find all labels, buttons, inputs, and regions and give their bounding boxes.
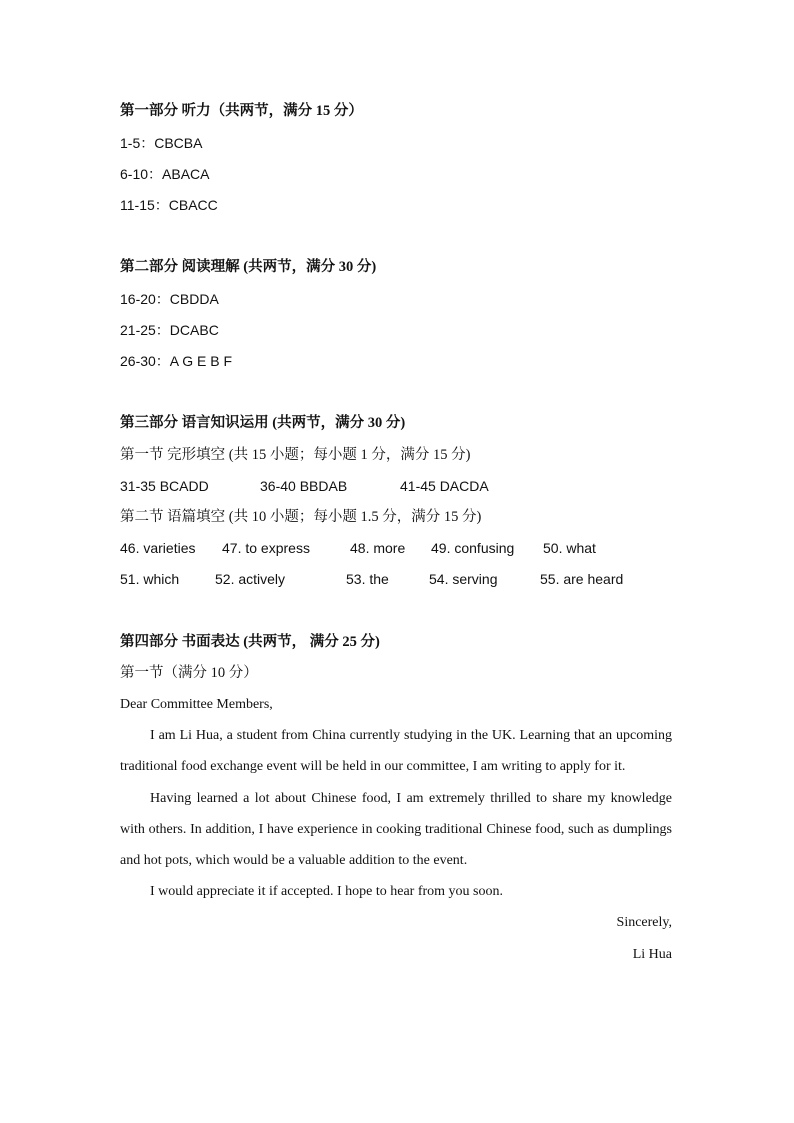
fill-answer-51: 51. which <box>120 571 180 587</box>
part3-heading: 第三部分 语言知识运用 (共两节，满分 30 分) <box>120 415 406 431</box>
fill-answer-54: 54. serving <box>429 571 498 587</box>
cloze-answer-2: 36-40 BBDAB <box>260 478 348 494</box>
fill-answer-48: 48. more <box>350 540 406 556</box>
fill-section-title: 第二节 语篇填空 (共 10 小题；每小题 1.5 分，满分 15 分) <box>120 509 482 525</box>
fill-answer-47: 47. to express <box>222 540 310 556</box>
part2-answer-2: 21-25：DCABC <box>120 322 219 338</box>
fill-answers-row-2 <box>0 564 794 595</box>
fill-answer-55: 55. are heard <box>540 571 624 587</box>
fill-answers-row-1 <box>0 533 794 564</box>
part2-heading: 第二部分 阅读理解 (共两节，满分 30 分) <box>120 259 377 275</box>
part1-heading: 第一部分 听力（共两节，满分 15 分） <box>120 103 363 119</box>
fill-answer-46: 46. varieties <box>120 540 196 556</box>
essay-letter <box>120 689 672 970</box>
part1-answer-3: 11-15：CBACC <box>120 197 218 213</box>
part2-answer-3: 26-30：A G E B F <box>120 353 233 369</box>
cloze-answer-1: 31-35 BCADD <box>120 478 209 494</box>
fill-answer-50: 50. what <box>543 540 596 556</box>
writing-section-title: 第一节（满分 10 分） <box>120 665 258 681</box>
cloze-answer-3: 41-45 DACDA <box>400 478 489 494</box>
part2-answer-1: 16-20：CBDDA <box>120 291 219 307</box>
letter-paragraph-1: I am Li Hua, a student from China currently studying in the UK. Learning that an upcoming traditional food exchange event will be held in our committee, I am writing to apply for it. <box>120 728 672 775</box>
fill-answer-49: 49. confusing <box>431 540 515 556</box>
fill-answer-53: 53. the <box>346 571 389 587</box>
cloze-answers-row <box>0 471 794 502</box>
letter-signature: Li Hua <box>632 946 672 962</box>
letter-greeting: Dear Committee Members, <box>120 697 273 712</box>
cloze-section-title: 第一节 完形填空 (共 15 小题；每小题 1 分，满分 15 分) <box>120 447 471 463</box>
fill-answer-52: 52. actively <box>215 571 286 587</box>
part1-answer-1: 1-5：CBCBA <box>120 135 203 151</box>
letter-paragraph-3: I would appreciate it if accepted. I hope to hear from you soon. <box>150 884 503 900</box>
letter-closing: Sincerely, <box>616 915 672 931</box>
part4-heading: 第四部分 书面表达 (共两节， 满分 25 分) <box>120 634 380 650</box>
letter-paragraph-2: Having learned a lot about Chinese food, I am extremely thrilled to share my knowledge with others. In addition, I have experience in cooking traditional Chinese food, such as dumplings and hot pots, which would be a valuable addition to the event. <box>120 790 672 869</box>
part1-answer-2: 6-10：ABACA <box>120 166 210 182</box>
